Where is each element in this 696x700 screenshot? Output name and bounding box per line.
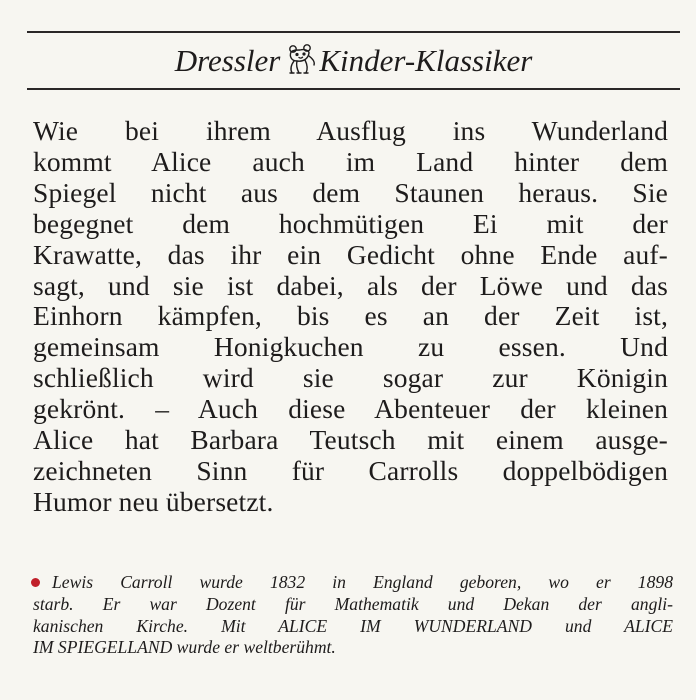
blurb-line: kommt Alice auch im Land hinter dem: [33, 145, 668, 177]
publisher-name: Dressler: [174, 43, 281, 78]
blurb-line: gemeinsam Honigkuchen zu essen. Und: [33, 331, 668, 363]
blurb-line: gekrönt. – Auch diese Abenteuer der kleinen: [33, 393, 668, 425]
blurb-paragraph: [33, 116, 668, 518]
blurb-line: Alice hat Barbara Teutsch mit einem ausge-: [33, 424, 668, 456]
author-note-line: IM SPIEGELLAND wurde er weltberühmt.: [33, 637, 336, 658]
blurb-line: schließlich wird sie sogar zur Königin: [33, 362, 668, 394]
author-note-line: Lewis Carroll wurde 1832 in England geboren, wo er 1898: [52, 572, 673, 592]
blurb-line: begegnet dem hochmütigen Ei mit der: [33, 207, 668, 239]
header-bottom-rule: [27, 88, 680, 90]
blurb-line: Spiegel nicht aus dem Staunen heraus. Sie: [33, 176, 668, 208]
blurb-line: Wie bei ihrem Ausflug ins Wunderland: [33, 115, 668, 146]
author-note-line: starb. Er war Dozent für Mathematik und Dekan der angli-: [33, 593, 673, 614]
author-note: [33, 572, 673, 659]
author-note-line: kanischen Kirche. Mit ALICE IM WUNDERLAND und ALICE: [33, 615, 673, 636]
series-name: Kinder-Klassiker: [319, 43, 533, 78]
red-bullet-icon: [31, 578, 40, 587]
blurb-line: zeichneten Sinn für Carrolls doppelbödigen: [33, 454, 668, 486]
blurb-line: Krawatte, das ihr ein Gedicht ohne Ende auf-: [33, 238, 668, 270]
header-top-rule: [27, 31, 680, 33]
bear-logo-icon: [284, 42, 318, 76]
series-header: [27, 37, 680, 85]
blurb-line: Einhorn kämpfen, bis es an der Zeit ist,: [33, 300, 668, 332]
blurb-line: sagt, und sie ist dabei, als der Löwe und das: [33, 269, 668, 301]
blurb-line: Humor neu übersetzt.: [33, 485, 274, 517]
